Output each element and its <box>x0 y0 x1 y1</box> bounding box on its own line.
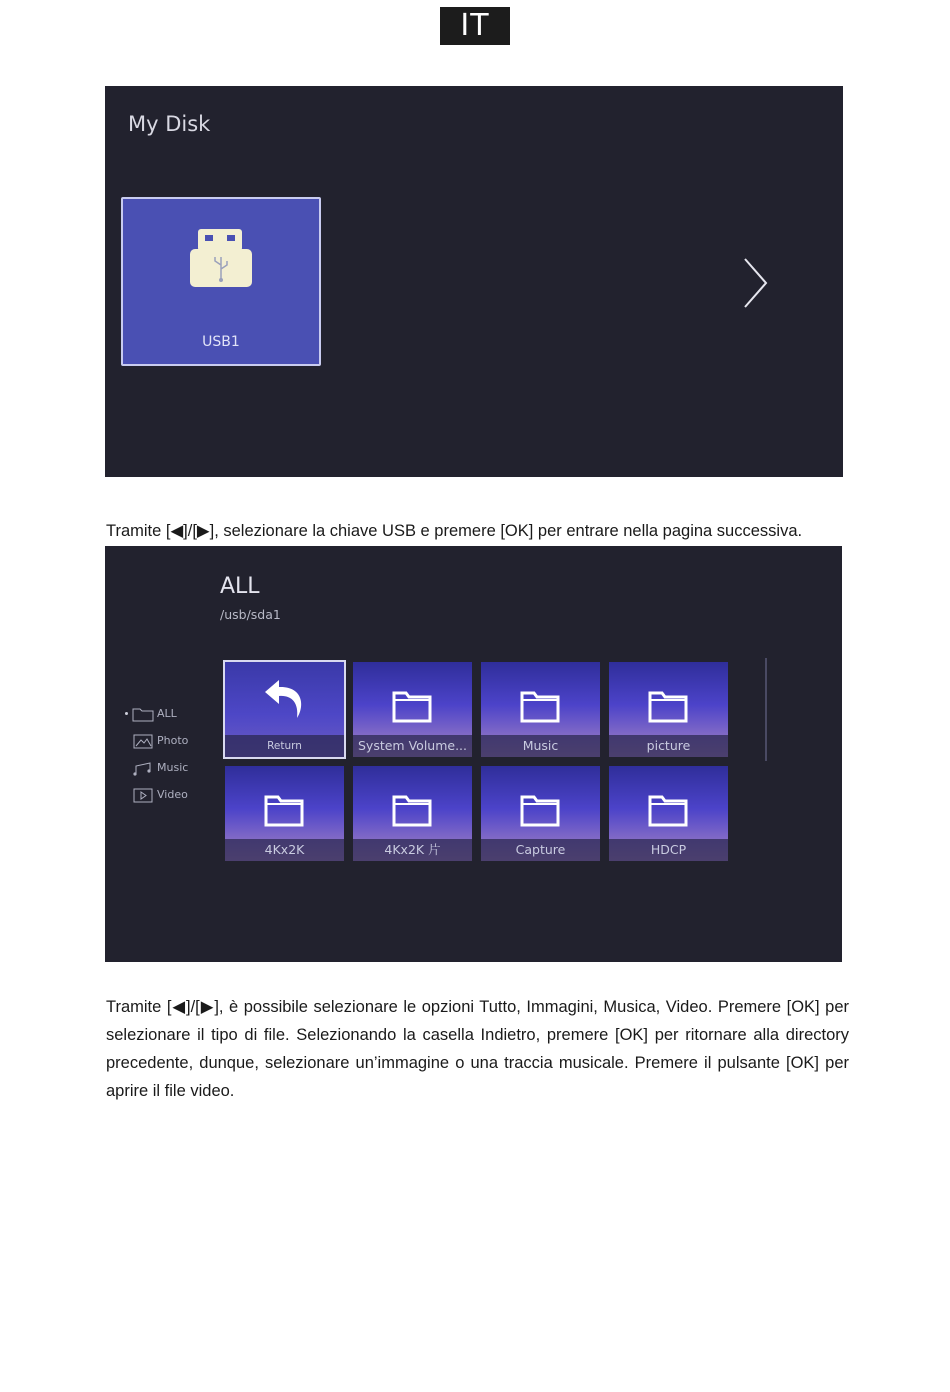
usb-device-tile[interactable] <box>121 197 321 366</box>
folder-icon <box>648 689 688 723</box>
photo-icon <box>132 734 154 749</box>
tile-label: System Volume... <box>353 735 472 757</box>
current-path: /usb/sda1 <box>220 607 281 622</box>
category-title: ALL <box>220 574 260 599</box>
folder-icon <box>648 793 688 827</box>
language-badge: IT <box>440 7 510 45</box>
menu-item-photo[interactable] <box>125 733 205 751</box>
my-disk-screen <box>105 86 843 477</box>
usb-drive-icon <box>188 225 254 291</box>
selected-dot <box>125 712 128 715</box>
folder-icon <box>392 689 432 723</box>
folder-tile[interactable] <box>481 766 600 861</box>
screen-title: My Disk <box>128 112 211 136</box>
tile-label: picture <box>609 735 728 757</box>
menu-item-label: Music <box>157 761 189 774</box>
menu-item-label: ALL <box>157 707 177 720</box>
folder-tile[interactable] <box>609 766 728 861</box>
folder-tile[interactable] <box>481 662 600 757</box>
video-icon <box>132 788 154 803</box>
menu-item-music[interactable] <box>125 760 205 778</box>
music-icon <box>132 761 154 776</box>
folder-tile[interactable] <box>353 766 472 861</box>
scrollbar[interactable] <box>765 658 767 761</box>
usb-label: USB1 <box>202 334 240 350</box>
tile-label: HDCP <box>609 839 728 861</box>
tile-label: 4Kx2K 片 <box>353 839 472 861</box>
folder-icon <box>392 793 432 827</box>
tile-label: Music <box>481 735 600 757</box>
instruction-paragraph-1: Tramite [◀]/[▶], selezionare la chiave USB e premere [OK] per entrare nella pagina successiva. <box>106 522 803 540</box>
tile-label: Capture <box>481 839 600 861</box>
tile-label: Return <box>225 735 344 757</box>
menu-item-label: Photo <box>157 734 189 747</box>
folder-tile[interactable] <box>225 766 344 861</box>
tile-label: 4Kx2K <box>225 839 344 861</box>
menu-item-all[interactable] <box>125 706 205 724</box>
chevron-right-icon[interactable] <box>742 256 770 310</box>
return-icon <box>261 674 311 726</box>
folder-tile[interactable] <box>609 662 728 757</box>
file-browser-screen <box>105 546 842 962</box>
menu-item-video[interactable] <box>125 787 205 805</box>
menu-item-label: Video <box>157 788 188 801</box>
folder-icon <box>520 689 560 723</box>
instruction-paragraph-2: Tramite [◀]/[▶], è possibile selezionare le opzioni Tutto, Immagini, Musica, Video. Premere [OK] per selezionare il tipo di file. Selezionando la casella Indietro, premere [OK] per ritornare alla directory precedente, dunque, selezionare un’immagine o una traccia musicale. Premere il pulsante [OK] per aprire il file video. <box>106 998 849 1100</box>
return-tile[interactable] <box>223 660 346 759</box>
folder-icon <box>132 707 154 722</box>
folder-tile[interactable] <box>353 662 472 757</box>
folder-icon <box>520 793 560 827</box>
folder-icon <box>264 793 304 827</box>
